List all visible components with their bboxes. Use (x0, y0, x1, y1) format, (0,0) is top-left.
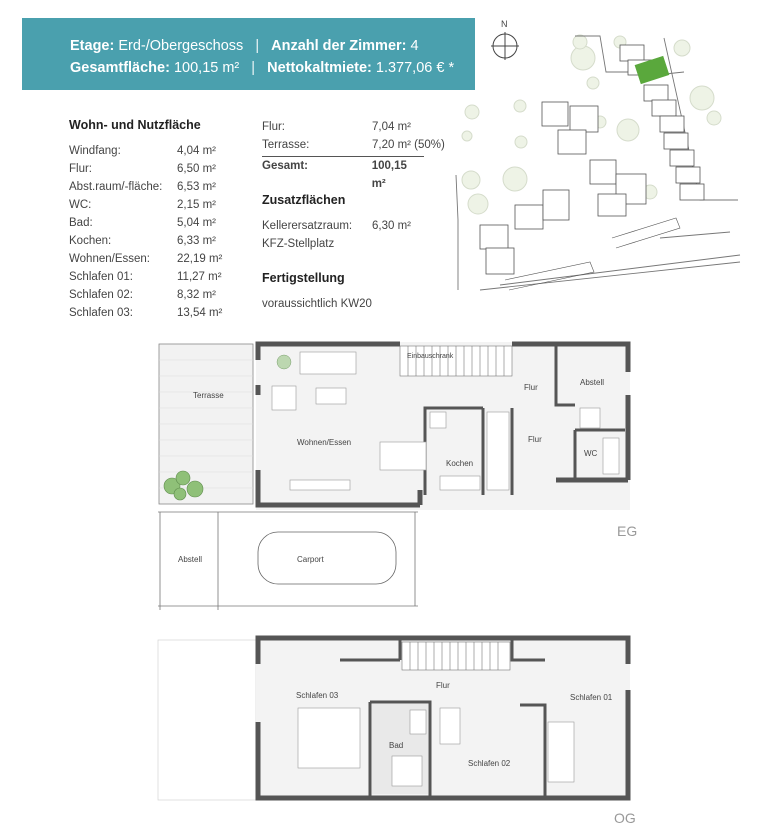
room-label: Abstell (178, 555, 203, 564)
etage-value: Erd-/Obergeschoss (118, 38, 244, 54)
fertig-text: voraussichtlich KW20 (262, 298, 372, 310)
room-name: Schlafen 01: (69, 271, 133, 283)
room-label: Schlafen 03 (296, 691, 339, 700)
room-area: 6,30 m² (372, 220, 411, 232)
flaeche-value: 100,15 m² (173, 60, 240, 76)
miete-value: 1.377,06 € * (375, 60, 455, 76)
room-name: Bad: (69, 217, 93, 229)
room-label: Schlafen 01 (570, 693, 613, 702)
room-label: Einbauschrank (407, 353, 454, 360)
room-label: Abstell (580, 378, 605, 387)
room-area: 11,27 m² (177, 271, 222, 283)
room-name: Flur: (69, 163, 92, 175)
zimmer-value: 4 (410, 38, 419, 54)
wohnflaeche-heading: Wohn- und Nutzfläche (69, 118, 201, 132)
room-label: Terrasse (193, 391, 224, 400)
room-area: 6,53 m² (177, 181, 216, 193)
room-label: Carport (297, 555, 324, 564)
total-label: Gesamt: (262, 160, 309, 172)
room-label: Schlafen 02 (468, 759, 511, 768)
room-area: 7,04 m² (372, 121, 411, 133)
room-label: WC (584, 449, 598, 458)
total-value: 100,15 m² (371, 160, 407, 190)
north-label: N (501, 19, 508, 29)
room-label: Kochen (446, 459, 474, 468)
zimmer-label: Anzahl der Zimmer: (271, 38, 407, 54)
room-area: 22,19 m² (177, 253, 223, 265)
stairs (400, 346, 512, 376)
room-name: Schlafen 03: (69, 307, 133, 319)
floorplan-eg (158, 342, 637, 610)
roof-outline (158, 640, 256, 800)
zusatz-heading: Zusatzflächen (262, 193, 346, 207)
room-name: Flur: (262, 121, 285, 133)
separator: | (251, 60, 256, 76)
north-arrow-icon (491, 19, 519, 60)
room-name: Terrasse: (262, 139, 310, 151)
room-name: Kellerersatzraum: (262, 220, 353, 232)
miete-label: Nettokaltmiete: (267, 60, 372, 76)
room-area: 6,33 m² (177, 235, 216, 247)
floorplan-og (158, 638, 636, 825)
etage-label: Etage: (70, 38, 115, 54)
room-label: Flur (524, 383, 538, 392)
room-label: Flur (528, 435, 542, 444)
room-name: Schlafen 02: (69, 289, 133, 301)
room-name: KFZ-Stellplatz (262, 238, 335, 250)
room-name: Wohnen/Essen: (69, 253, 150, 265)
room-area: 6,50 m² (177, 163, 216, 175)
room-label: Bad (389, 741, 404, 750)
room-area: 13,54 m² (177, 307, 223, 319)
room-area: 8,32 m² (177, 289, 216, 301)
room-area: 5,04 m² (177, 217, 216, 229)
stairs (402, 642, 510, 670)
room-name: Abst.raum/-fläche: (69, 181, 163, 193)
floor-label: OG (614, 810, 636, 825)
room-label: Flur (436, 681, 450, 690)
floor-label: EG (617, 523, 638, 539)
fertig-heading: Fertigstellung (262, 271, 345, 285)
room-label: Wohnen/Essen (297, 438, 352, 447)
room-area: 2,15 m² (177, 199, 216, 211)
separator: | (255, 38, 260, 54)
room-area: 7,20 m² (50%) (372, 139, 445, 151)
room-name: Windfang: (69, 145, 121, 157)
plant-icon (277, 355, 291, 369)
room-name: WC: (69, 199, 92, 211)
site-plan (456, 19, 740, 290)
room-area: 4,04 m² (177, 145, 216, 157)
room-name: Kochen: (69, 235, 112, 247)
flaeche-label: Gesamtfläche: (70, 60, 170, 76)
